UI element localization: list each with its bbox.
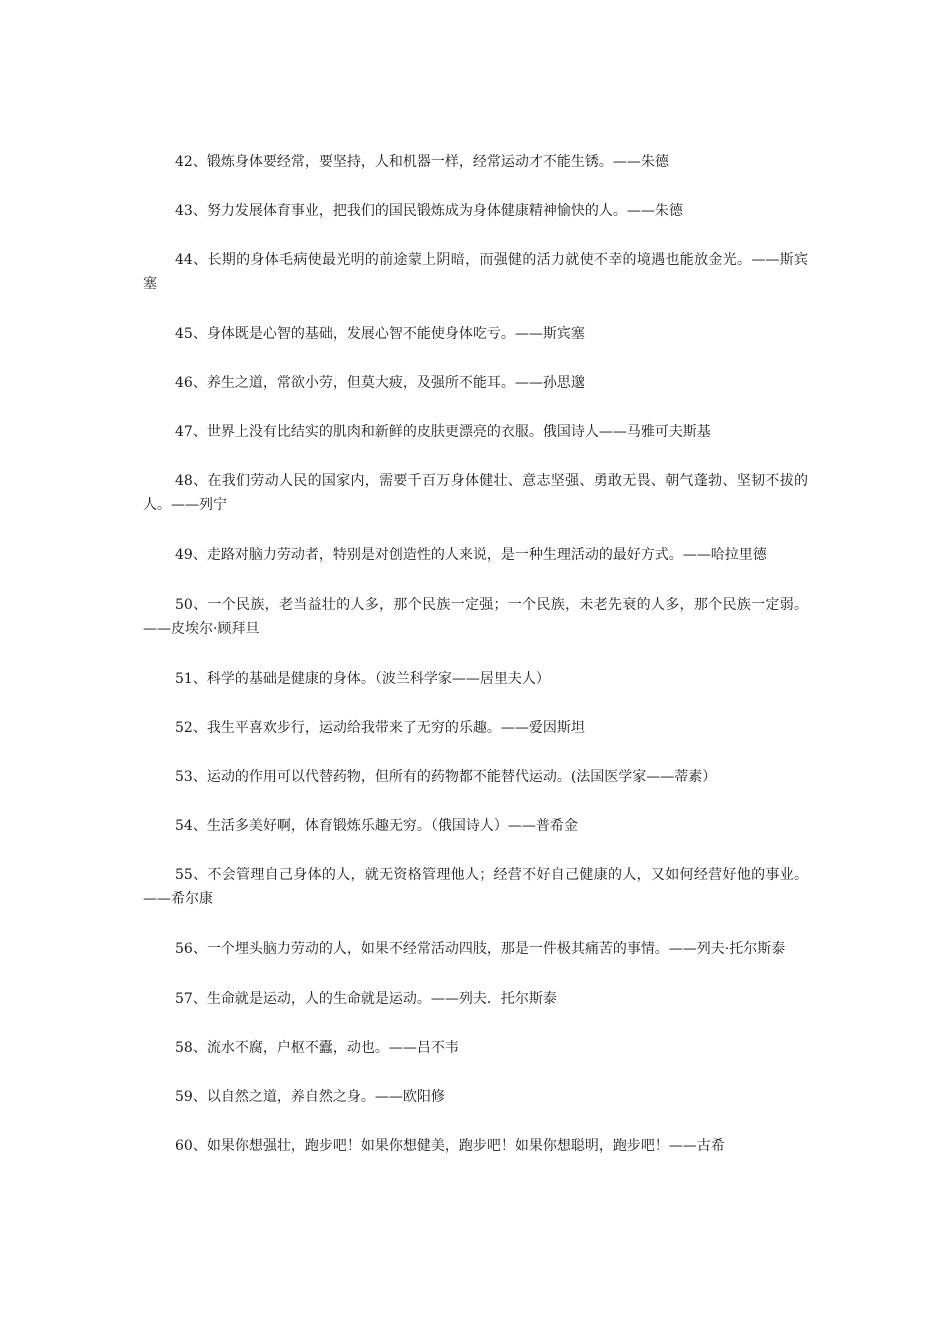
quote-paragraph-60: 60、如果你想强壮，跑步吧！如果你想健美，跑步吧！如果你想聪明，跑步吧！——古希 bbox=[175, 1138, 725, 1154]
quote-paragraph-56: 56、一个埋头脑力劳动的人，如果不经常活动四肢，那是一件极其痛苦的事情。——列夫·托尔斯泰 bbox=[175, 941, 786, 957]
quote-paragraph-53: 53、运动的作用可以代替药物，但所有的药物都不能替代运动。(法国医学家——蒂素） bbox=[175, 769, 717, 785]
quote-paragraph-58: 58、流水不腐，户枢不蠹，动也。——吕不韦 bbox=[175, 1040, 459, 1056]
quote-paragraph-42: 42、锻炼身体要经常，要坚持，人和机器一样，经常运动才不能生锈。——朱德 bbox=[175, 154, 669, 170]
quote-paragraph-55: 55、不会管理自己身体的人，就无资格管理他人；经营不好自己健康的人，又如何经营好他的事业。——希尔康 bbox=[143, 867, 808, 907]
quote-paragraph-51: 51、科学的基础是健康的身体。（波兰科学家——居里夫人） bbox=[175, 671, 550, 687]
quote-paragraph-48: 48、在我们劳动人民的国家内，需要千百万身体健壮、意志坚强、勇敢无畏、朝气蓬勃、坚韧不拔的人。——列宁 bbox=[143, 473, 808, 513]
quote-paragraph-59: 59、以自然之道，养自然之身。——欧阳修 bbox=[175, 1089, 445, 1105]
quote-paragraph-54: 54、生活多美好啊，体育锻炼乐趣无穷。（俄国诗人）——普希金 bbox=[175, 818, 578, 834]
quote-paragraph-50: 50、一个民族，老当益壮的人多，那个民族一定强；一个民族，未老先衰的人多，那个民族一定弱。——皮埃尔·顾拜旦 bbox=[143, 597, 808, 637]
quote-paragraph-44: 44、长期的身体毛病使最光明的前途蒙上阴暗，而强健的活力就使不幸的境遇也能放金光。——斯宾塞 bbox=[143, 252, 808, 292]
quote-paragraph-49: 49、走路对脑力劳动者，特别是对创造性的人来说，是一种生理活动的最好方式。——哈拉里德 bbox=[175, 547, 767, 563]
document-body bbox=[143, 150, 808, 1183]
quote-paragraph-43: 43、努力发展体育事业，把我们的国民锻炼成为身体健康精神愉快的人。——朱德 bbox=[175, 203, 683, 219]
quote-paragraph-52: 52、我生平喜欢步行，运动给我带来了无穷的乐趣。——爱因斯坦 bbox=[175, 720, 585, 736]
quote-paragraph-46: 46、养生之道，常欲小劳，但莫大疲，及强所不能耳。——孙思邈 bbox=[175, 375, 585, 391]
quote-paragraph-47: 47、世界上没有比结实的肌肉和新鲜的皮肤更漂亮的衣服。俄国诗人——马雅可夫斯基 bbox=[175, 424, 711, 440]
quote-paragraph-57: 57、生命就是运动，人的生命就是运动。——列夫．托尔斯泰 bbox=[175, 991, 557, 1007]
quote-paragraph-45: 45、身体既是心智的基础，发展心智不能使身体吃亏。——斯宾塞 bbox=[175, 326, 585, 342]
